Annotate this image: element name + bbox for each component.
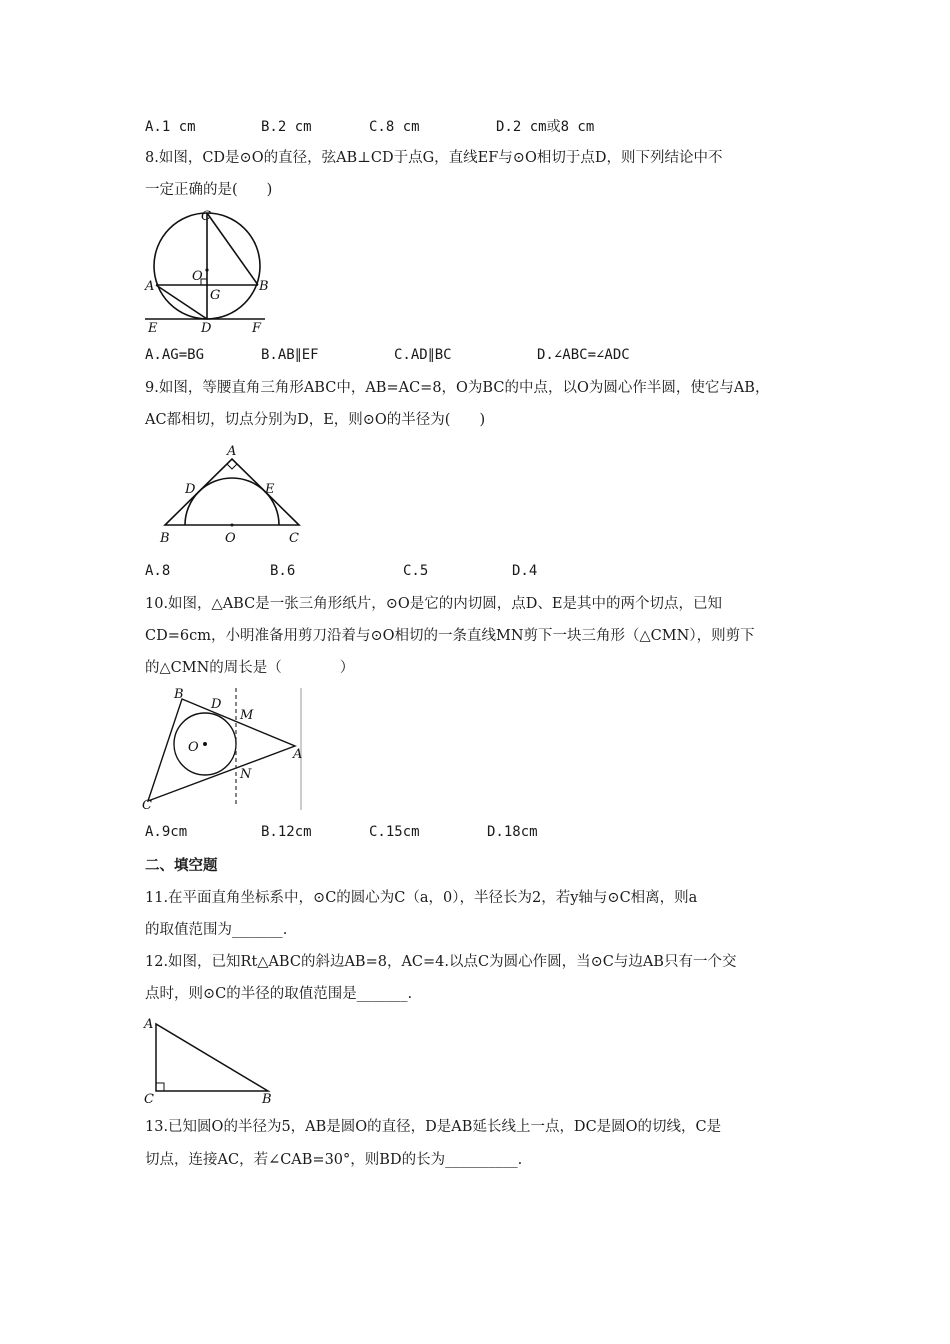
q8-label-d: D [201,321,212,336]
q8-option-a: A.AG=BG [145,347,205,363]
q9-label-a: A [227,444,237,459]
q9-right-angle-mark [227,464,237,469]
q8-segment-ad [156,285,207,319]
q10-label-n: N [240,767,252,782]
q11-text-line2: 的取值范围为_______. [145,922,288,938]
q9-option-b: B.6 [270,563,296,579]
q9-text-line2: AC都相切，切点分别为D，E，则⊙O的半径为( ) [145,412,486,428]
q12-label-c: C [144,1092,154,1107]
q7-option-d: D.2 cm或8 cm [496,119,595,135]
q8-center-dot [205,268,208,271]
q12-triangle-abc [156,1024,268,1091]
q12-text-line2: 点时，则⊙C的半径的取值范围是_______. [145,986,413,1002]
q10-label-m: M [240,708,254,723]
q10-label-o: O [188,740,199,755]
q9-label-b: B [160,531,170,546]
q12-label-a: A [144,1017,154,1032]
q9-label-e: E [265,482,275,497]
q8-label-e: E [148,321,158,336]
q10-text-line1: 10.如图，△ABC是一张三角形纸片，⊙O是它的内切圆，点D、E是其中的两个切点，已知 [145,596,722,612]
q10-option-b: B.12cm [261,824,312,840]
q8-option-c: C.AD∥BC [394,347,452,363]
q11-text-line1: 11.在平面直角坐标系中，⊙C的圆心为C（a，0），半径长为2，若y轴与⊙C相离，则a [145,890,698,906]
q8-label-b: B [259,279,269,294]
q8-label-c: C [201,209,211,224]
q8-label-g: G [210,288,221,303]
q9-figure [155,442,315,552]
q10-center-dot [203,742,207,746]
q10-text-line3: 的△CMN的周长是（ ） [145,660,355,676]
q12-right-angle-mark [156,1083,164,1091]
q8-label-a: A [145,279,155,294]
q10-label-b: B [174,687,184,702]
q9-label-c: C [289,531,299,546]
q10-label-c: C [142,798,152,813]
q7-option-c: C.8 cm [369,119,420,135]
q8-segment-bc [207,213,258,285]
q10-label-d: D [211,697,222,712]
q9-text-line1: 9.如图，等腰直角三角形ABC中，AB=AC=8，O为BC的中点，以O为圆心作半圆，使它与AB， [145,380,770,396]
q9-option-c: C.5 [403,563,429,579]
q10-text-line2: CD=6cm，小明准备用剪刀沿着与⊙O相切的一条直线MN剪下一块三角形（△CMN），则剪下 [145,628,755,644]
q9-center-dot [231,524,234,527]
q10-triangle-abc [148,699,295,801]
section-heading-fill-in: 二、填空题 [145,858,218,874]
q10-figure [140,686,310,814]
q12-figure [140,1015,280,1107]
q7-option-a: A.1 cm [145,119,196,135]
q7-option-b: B.2 cm [261,119,312,135]
q10-option-c: C.15cm [369,824,420,840]
q12-text-line1: 12.如图，已知Rt△ABC的斜边AB=8，AC=4.以点C为圆心作圆，当⊙C与边AB只有一个交 [145,954,737,970]
q8-label-f: F [252,321,262,336]
q9-option-a: A.8 [145,563,171,579]
q8-label-o: O [192,269,203,284]
q12-label-b: B [262,1092,272,1107]
q8-option-b: B.AB∥EF [261,347,319,363]
q8-text-line2: 一定正确的是( ) [145,182,273,198]
q10-option-d: D.18cm [487,824,538,840]
q9-label-o: O [225,531,236,546]
q8-text-line1: 8.如图，CD是⊙O的直径，弦AB⊥CD于点G，直线EF与⊙O相切于点D，则下列结论中不 [145,150,723,166]
q10-option-a: A.9cm [145,824,188,840]
q9-label-d: D [185,482,196,497]
q8-figure [140,208,280,338]
q8-option-d: D.∠ABC=∠ADC [537,347,630,363]
q10-label-a: A [293,747,303,762]
q9-option-d: D.4 [512,563,538,579]
q13-text-line2: 切点，连接AC，若∠CAB=30°，则BD的长为__________. [145,1152,523,1168]
q13-text-line1: 13.已知圆O的半径为5，AB是圆O的直径，D是AB延长线上一点，DC是圆O的切线，C是 [145,1119,722,1135]
